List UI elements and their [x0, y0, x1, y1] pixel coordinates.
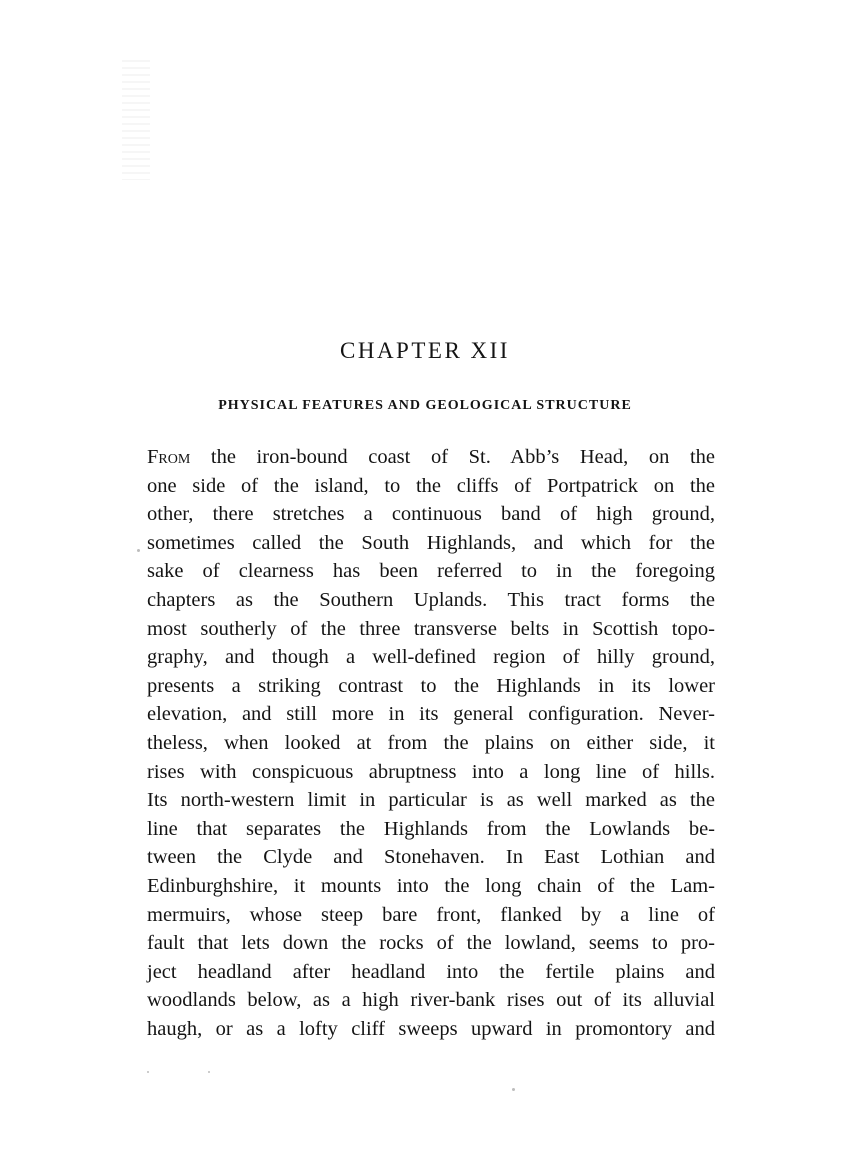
- text-line: line that separates the Highlands from the Lowlands be-: [147, 817, 715, 840]
- text-line: ject headland after headland into the fertile plains and: [147, 960, 715, 983]
- text-line: one side of the island, to the cliffs of Portpatrick on the: [147, 474, 715, 497]
- scan-speck: [137, 549, 140, 552]
- text-line: other, there stretches a continuous band of high ground,: [147, 503, 715, 526]
- body-paragraph: [147, 443, 715, 1043]
- scan-speck: [208, 1071, 210, 1073]
- text-line: haugh, or as a lofty cliff sweeps upward in promontory and: [147, 1017, 715, 1040]
- first-line-rest: the iron-bound coast of St. Abb’s Head, on the: [190, 446, 715, 468]
- text-line: rises with conspicuous abruptness into a long line of hills.: [147, 760, 715, 783]
- text-line: Edinburghshire, it mounts into the long chain of the Lam-: [147, 874, 715, 897]
- text-line: graphy, and though a well-defined region of hilly ground,: [147, 646, 715, 669]
- scan-speck: [147, 1071, 149, 1073]
- text-line: mermuirs, whose steep bare front, flanked by a line of: [147, 903, 715, 926]
- chapter-title: CHAPTER XII: [340, 338, 510, 363]
- text-line: elevation, and still more in its general configuration. Never-: [147, 703, 715, 726]
- first-word: From: [147, 446, 191, 468]
- text-line: theless, when looked at from the plains on either side, it: [147, 731, 715, 754]
- text-line: Its north-western limit in particular is as well marked as the: [147, 789, 715, 812]
- text-line: sake of clearness has been referred to in the foregoing: [147, 560, 715, 583]
- text-line: tween the Clyde and Stonehaven. In East Lothian and: [147, 846, 715, 869]
- text-line: most southerly of the three transverse belts in Scottish topo-: [147, 617, 715, 640]
- section-heading: PHYSICAL FEATURES AND GEOLOGICAL STRUCTURE: [218, 398, 632, 413]
- scan-speck: [512, 1088, 515, 1091]
- text-line-1: [147, 443, 715, 472]
- page-edge-shading: [122, 60, 150, 180]
- text-line: presents a striking contrast to the Highlands in its lower: [147, 674, 715, 697]
- text-line: woodlands below, as a high river-bank rises out of its alluvial: [147, 989, 715, 1012]
- text-line: sometimes called the South Highlands, and which for the: [147, 531, 715, 554]
- text-line: fault that lets down the rocks of the lowland, seems to pro-: [147, 932, 715, 955]
- text-line: chapters as the Southern Uplands. This tract forms the: [147, 588, 715, 611]
